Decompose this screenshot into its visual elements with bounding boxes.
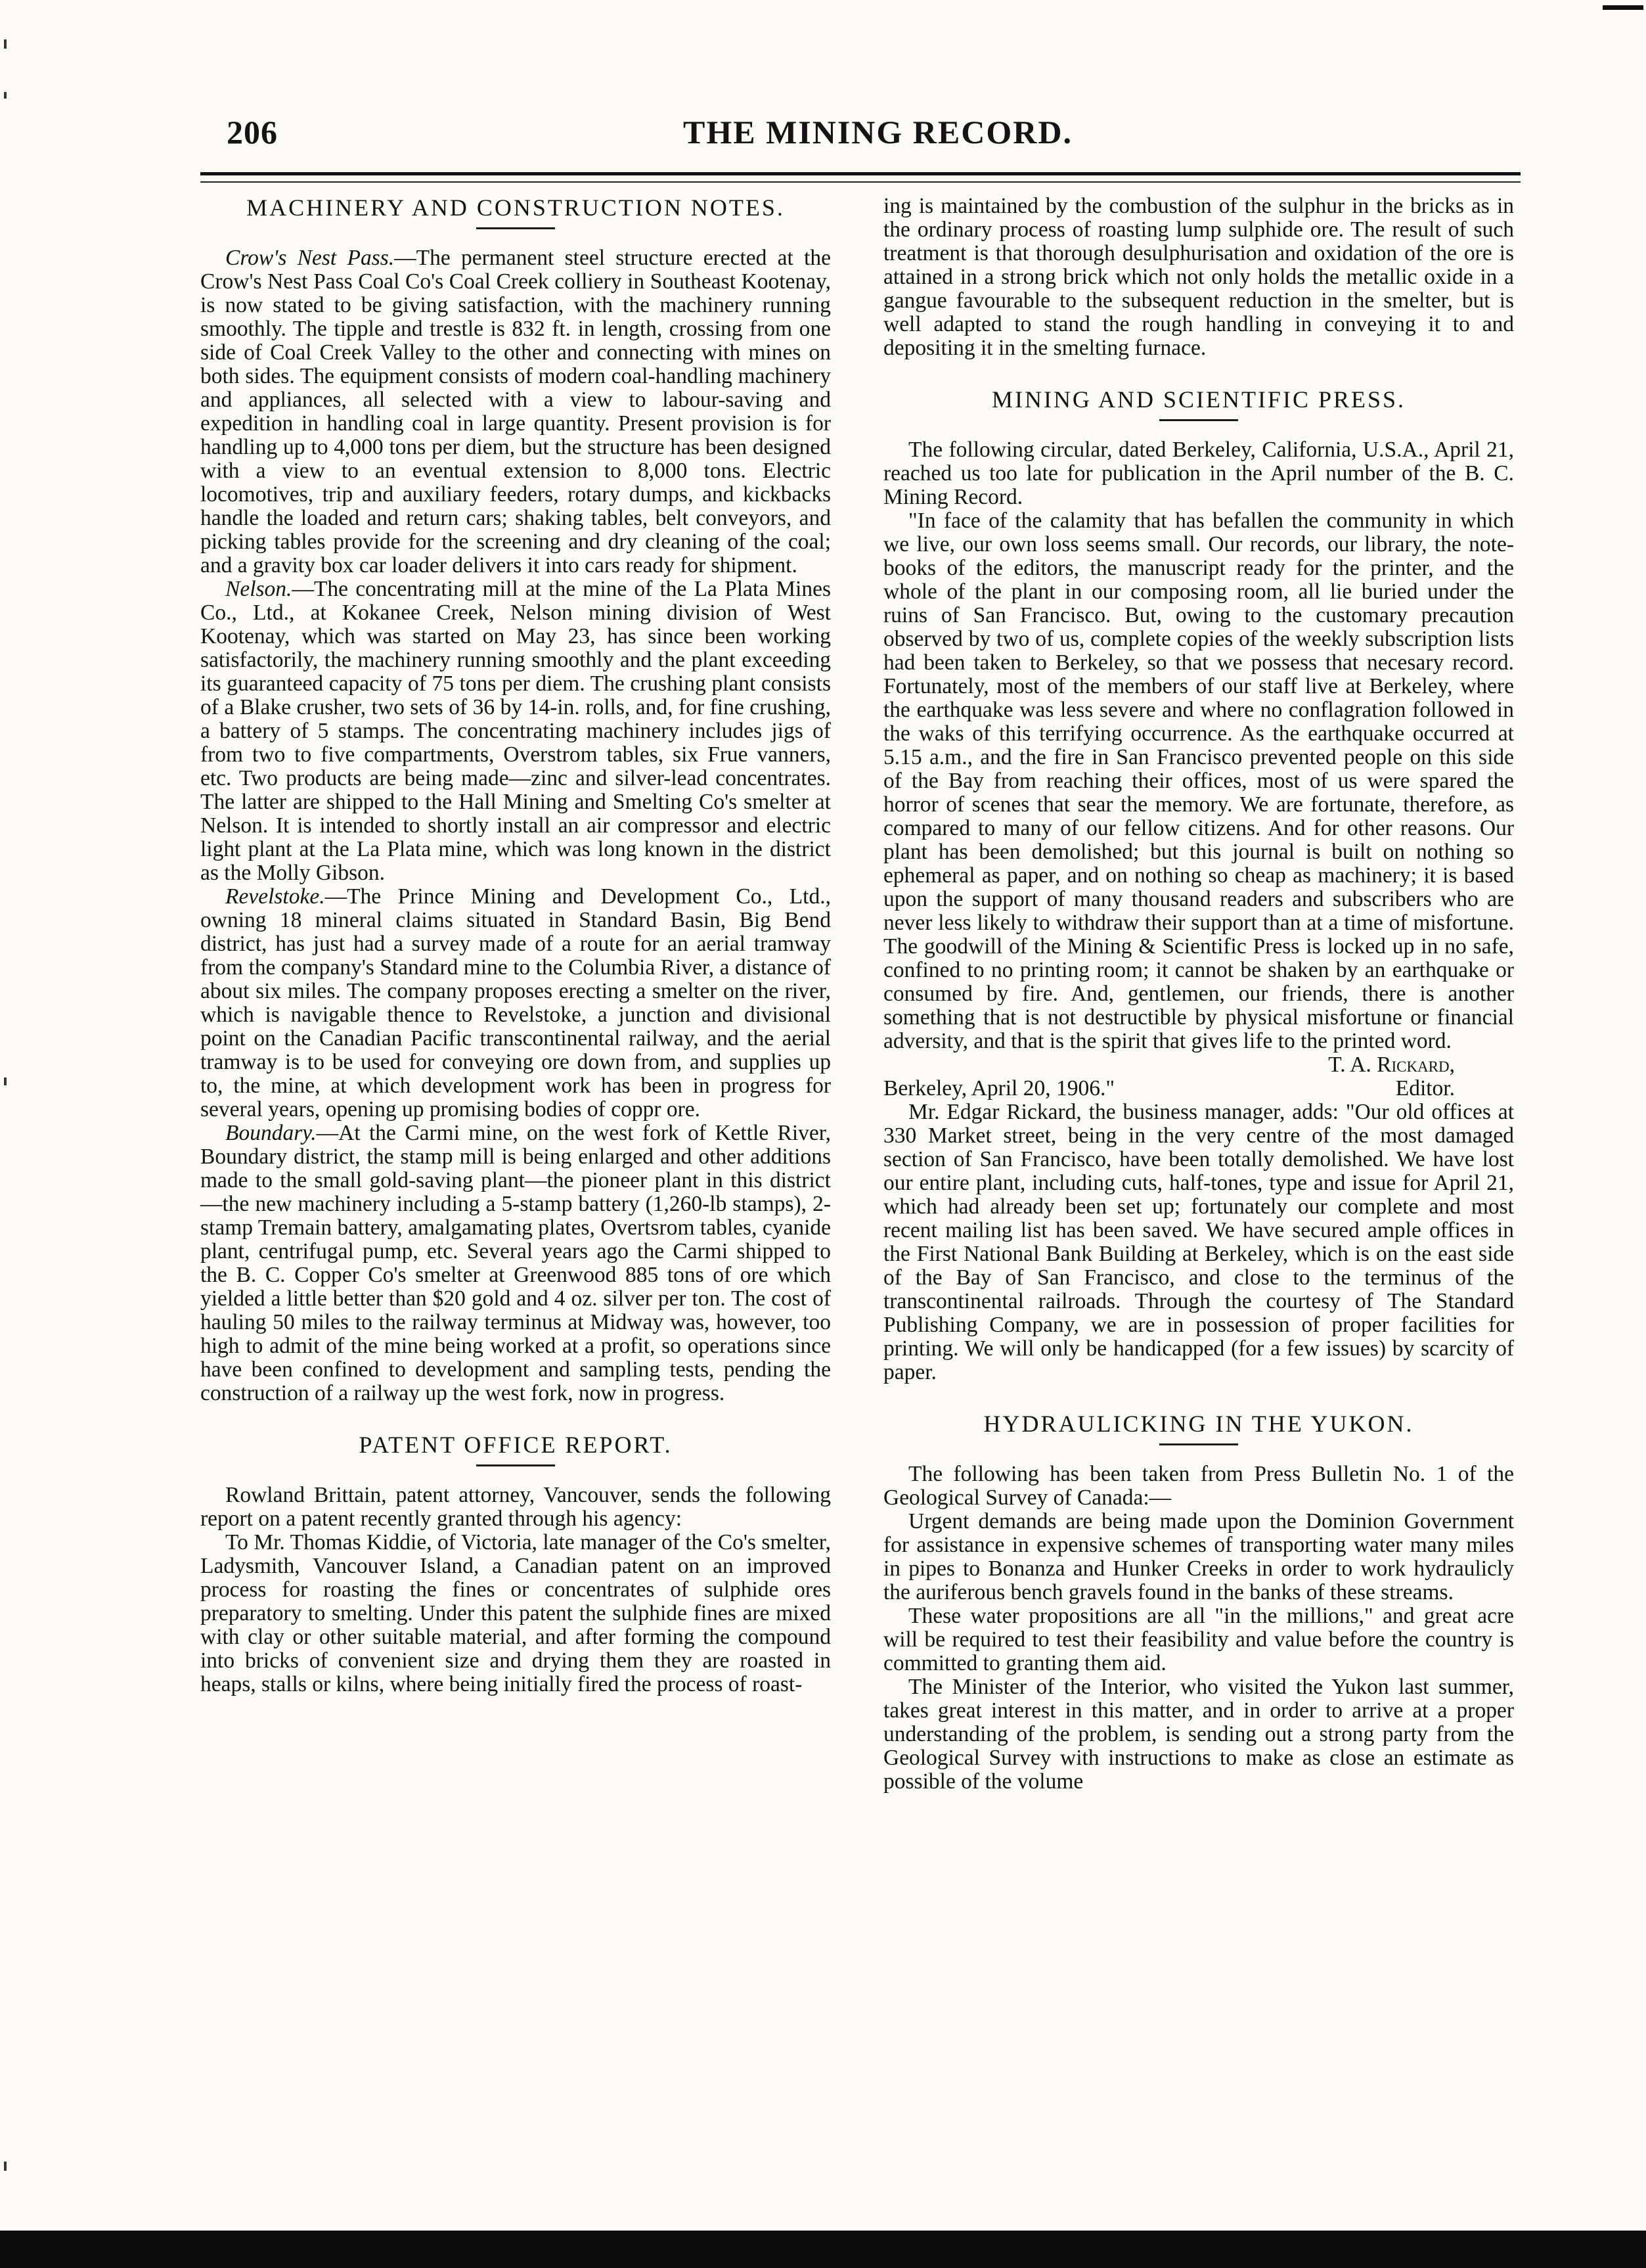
paragraph-press-postscript: Mr. Edgar Rickard, the business manager, adds: "Our old offices at 330 Market street, being in the very centre of the most damaged section of San Francisco, have been totally demolished. We have lost our entire plant, including cuts, half-tones, type and issue for April 21, which had already been set up; fortunately our complete and most recent mailing list has been saved. We have secured ample offices in the First National Bank Building at Berkeley, which is on the east side of the Bay of San Francisco, and close to the terminus of the transcontinental railroads. Through the courtesy of The Standard Publishing Company, we are in possession of proper facilities for printing. We will only be handicapped (for a few issues) by scarcity of paper. — [883, 1100, 1514, 1384]
paragraph-press-intro: The following circular, dated Berkeley, California, U.S.A., April 21, reached us too late for publication in the April number of the B. C. Mining Record. — [883, 438, 1514, 509]
margin-mark — [4, 39, 7, 49]
section-rule — [476, 227, 555, 229]
paragraph-patent-continued: ing is maintained by the combustion of the sulphur in the bricks as in the ordinary process of roasting lump sulphide ore. The result of such treatment is that thorough desulphurisation and oxidation of the ore is attained in a strong brick which not only holds the metallic oxide in a gangue favourable to the subsequent reduction in the smelter, but is well adapted to stand the rough handling in conveying it to and depositing it in the smelting furnace. — [883, 194, 1514, 360]
section-rule — [1159, 419, 1238, 421]
section-heading-yukon: HYDRAULICKING IN THE YUKON. — [983, 1411, 1414, 1437]
section-heading-press: MINING AND SCIENTIFIC PRESS. — [991, 386, 1406, 413]
paragraph-boundary — [200, 1122, 831, 1405]
margin-mark — [4, 2162, 7, 2171]
place-name: Nelson. — [225, 577, 292, 601]
section-rule — [1159, 1443, 1238, 1445]
paragraph-yukon-3: These water propositions are all "in the millions," and great acre will be required to test their feasibility and value before the country is committed to granting them aid. — [883, 1604, 1514, 1675]
paragraph-text: —The concentrating mill at the mine of the La Plata Mines Co., Ltd., at Kokanee Creek, Nelson mining division of West Kootenay, which was started on May 23, has since been working satisfactorily, the machinery running smoothly and the plant exceeding its guaranteed capacity of 75 tons per diem. The crushing plant consists of a Blake crusher, two sets of 36 by 14-in. rolls, and, for fine crushing, a battery of 5 stamps. The concentrating machinery includes jigs of from two to five compartments, Overstrom tables, six Frue vanners, etc. Two products are being made—zinc and silver-lead concentrates. The latter are shipped to the Hall Mining and Smelting Co's smelter at Nelson. It is intended to shortly install an air compressor and electric light plant at the La Plata mine, which was long known in the district as the Molly Gibson. — [200, 577, 831, 885]
paragraph-yukon-1: The following has been taken from Press Bulletin No. 1 of the Geological Survey of Canada:— — [883, 1462, 1514, 1510]
section-heading-machinery: MACHINERY AND CONSTRUCTION NOTES. — [246, 194, 785, 221]
top-edge-rule — [1603, 5, 1643, 10]
header-rule-thin — [200, 181, 1521, 183]
place-name: Revelstoke. — [225, 884, 325, 909]
paragraph-yukon-4: The Minister of the Interior, who visited the Yukon last summer, takes great interest in this matter, and in order to arrive at a proper understanding of the problem, is sending out a strong party from the Geological Survey with instructions to make as close an estimate as possible of the volume — [883, 1675, 1514, 1794]
paragraph-revelstoke — [200, 885, 831, 1122]
paragraph-nelson — [200, 578, 831, 885]
paragraph-text: —The permanent steel structure erected at the Crow's Nest Pass Coal Co's Coal Creek colliery in Southeast Kootenay, is now stated to be giving satisfaction, with the machinery running smoothly. The tipple and trestle is 832 ft. in length, crossing from one side of Coal Creek Valley to the other and connecting with mines on both sides. The equipment consists of modern coal-handling machinery and appliances, all selected with a view to labour-saving and expedition in handling coal in large quantity. Present provision is for handling up to 4,000 tons per diem, but the structure has been designed with a view to an eventual extension to 8,000 tons. Electric locomotives, trip and auxiliary feeders, rotary dumps, and kickbacks handle the loaded and return cars; shaking tables, belt conveyors, and picking tables provide for the screening and dry cleaning of the coal; and a gravity box car loader delivers it into cars ready for shipment. — [200, 246, 831, 578]
paragraph-text: —At the Carmi mine, on the west fork of Kettle River, Boundary district, the stamp mill is being enlarged and other additions made to the small gold-saving plant—the pioneer plant in this district—the new machinery including a 5-stamp battery (1,260-lb stamps), 2-stamp Tremain battery, amalgamating plates, Overtsrom tables, cyanide plant, centrifugal pump, etc. Several years ago the Carmi shipped to the B. C. Copper Co's smelter at Greenwood 885 tons of ore which yielded a little better than $20 gold and 4 oz. silver per ton. The cost of hauling 50 miles to the railway terminus at Midway was, however, too high to admit of the mine being worked at a profit, so operations since have been confined to development and sampling tests, pending the construction of a railway up the west fork, now in progress. — [200, 1121, 831, 1405]
scan-bottom-edge — [0, 2231, 1646, 2268]
signature-place: Berkeley, April 20, 1906." — [883, 1076, 1115, 1100]
signature-title: Editor. — [1395, 1076, 1455, 1100]
section-heading-patent: PATENT OFFICE REPORT. — [359, 1432, 673, 1458]
left-column — [200, 194, 831, 1696]
section-rule — [476, 1464, 555, 1466]
paragraph-patent-intro: Rowland Brittain, patent attorney, Vancouver, sends the following report on a patent recently granted through his agency: — [200, 1483, 831, 1531]
header-rule — [200, 172, 1521, 175]
paragraph-patent-body: To Mr. Thomas Kiddie, of Victoria, late manager of the Co's smelter, Ladysmith, Vancouver Island, a Canadian patent on an improved process for roasting the fines or concentrates of sulphide ores preparatory to smelting. Under this patent the sulphide fines are mixed with clay or other suitable material, and after forming the compound into bricks of convenient size and drying them they are roasted in heaps, stalls or kilns, where being initially fired the process of roast- — [200, 1530, 831, 1696]
page-number: 206 — [227, 114, 278, 150]
place-name: Boundary. — [225, 1121, 317, 1145]
signature-line — [883, 1077, 1514, 1100]
place-name: Crow's Nest Pass. — [225, 246, 395, 270]
paragraph-text: —The Prince Mining and Development Co., Ltd., owning 18 mineral claims situated in Standard Basin, Big Bend district, has just had a survey made of a route for an aerial tramway from the company's Standard mine to the Columbia River, a distance of about six miles. The company proposes erecting a smelter on the river, which is navigable thence to Revelstoke, a junction and divisional point on the Canadian Pacific transcontinental railway, and the aerial tramway is to be used for conveying ore down from, and supplies up to, the mine, at which development work has been in progress for several years, opening up promising bodies of coppr ore. — [200, 884, 831, 1122]
paragraph-crows-nest — [200, 246, 831, 578]
right-column — [883, 194, 1514, 1794]
margin-mark — [4, 92, 7, 99]
signature-name: T. A. Rickard, — [1328, 1053, 1455, 1077]
running-title: THE MINING RECORD. — [683, 114, 1073, 150]
paragraph-yukon-2: Urgent demands are being made upon the Dominion Government for assistance in expensive schemes of transporting water many miles in pipes to Bonanza and Hunker Creeks in order to work hydraulicly the auriferous bench gravels found in the banks of these streams. — [883, 1509, 1514, 1604]
paragraph-press-letter: "In face of the calamity that has befallen the community in which we live, our own loss seems small. Our records, our library, the note-books of the editors, the manuscript ready for the printer, and the whole of the plant in our composing room, all lie buried under the ruins of San Francisco. But, owing to the customary precaution observed by two of us, complete copies of the weekly subscription lists had been taken to Berkeley, so that we possess that necesary record. Fortunately, most of the members of our staff live at Berkeley, where the earthquake was less severe and where no conflagration followed in the waks of this terrifying occurrence. As the earthquake occurred at 5.15 a.m., and the fire in San Francisco prevented people on this side of the Bay from reaching their offices, most of us were spared the horror of scenes that sear the memory. We are fortunate, therefore, as compared to many of our fellow citizens. And for other reasons. Our plant has been demolished; but this journal is built on nothing so ephemeral as paper, and on nothing so cheap as machinery; it is based upon the support of many thousand readers and subscribers who are never less likely to withdraw their support than at a time of misfortune. The goodwill of the Mining & Scientific Press is locked up in no safe, confined to no printing room; it cannot be shaken by an earthquake or consumed by fire. And, gentlemen, our friends, there is another something that is not destructible by physical misfortune or financial adversity, and that is the spirit that gives life to the printed word. — [883, 509, 1514, 1053]
margin-mark — [4, 1077, 7, 1085]
